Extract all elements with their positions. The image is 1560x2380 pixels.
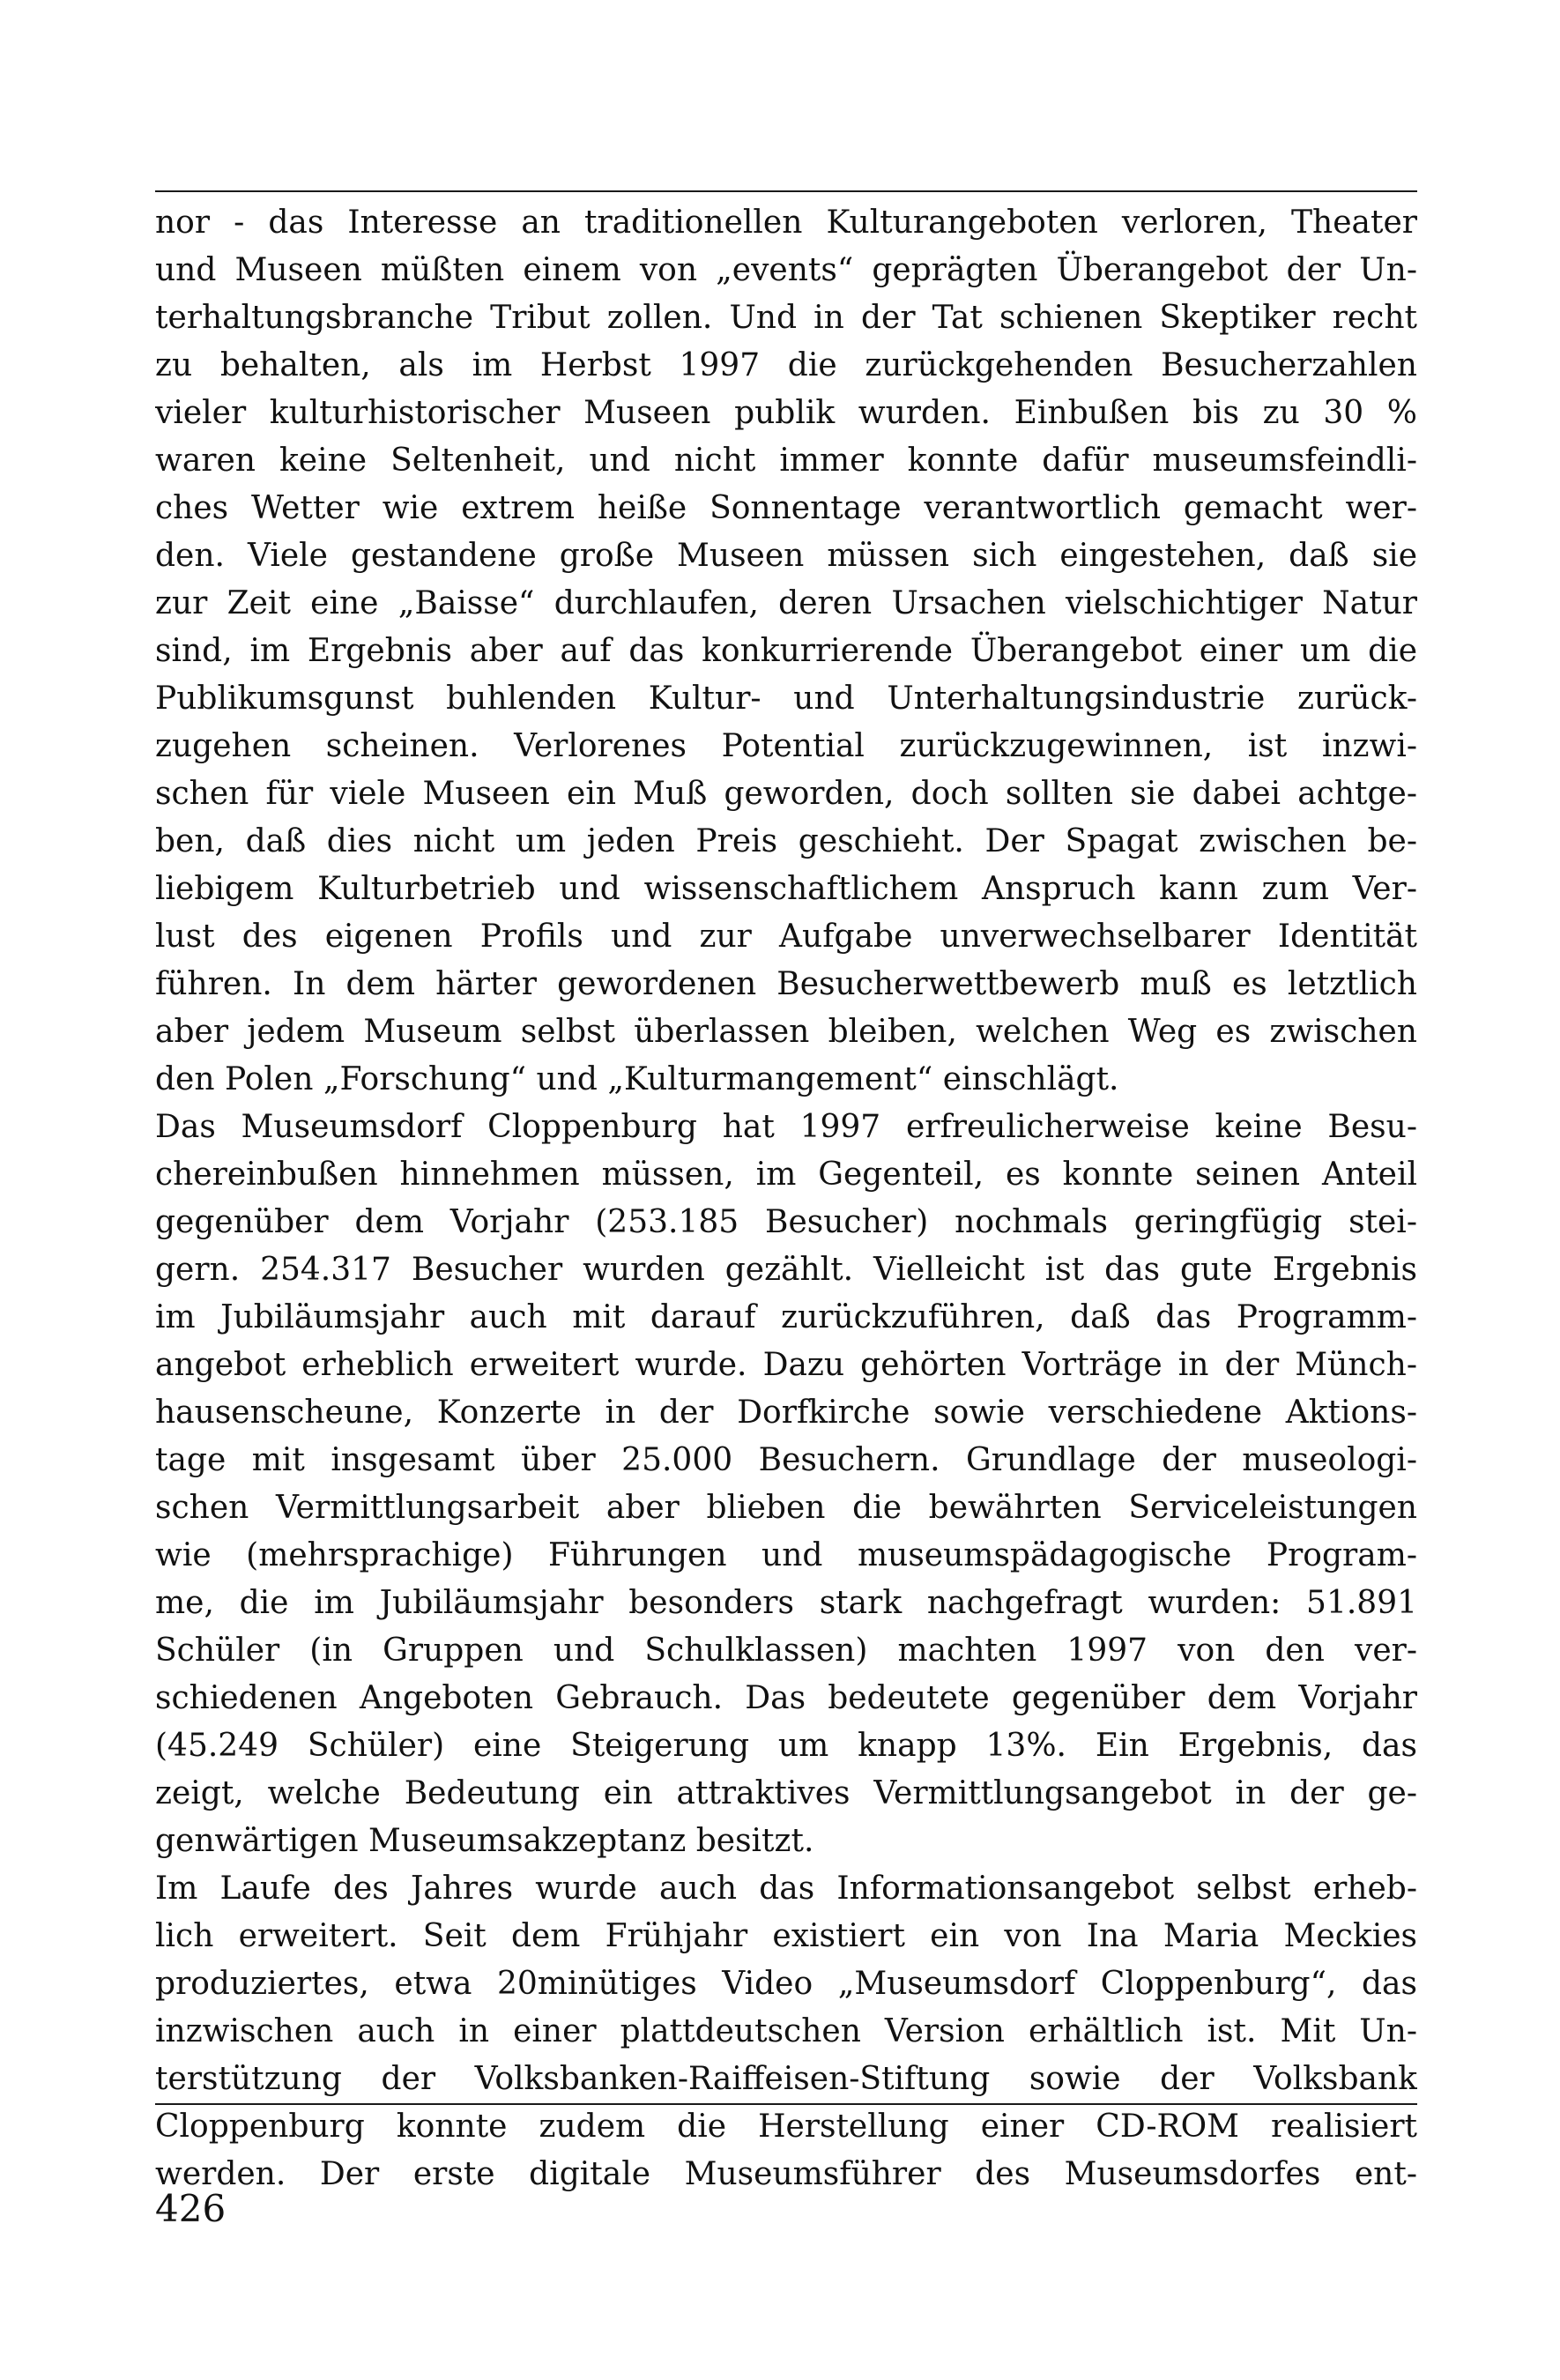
- text-line: tage mit insgesamt über 25.000 Besuchern. Grundlage der museologi-: [155, 1442, 1417, 1478]
- text-line: gern. 254.317 Besucher wurden gezählt. Vielleicht ist das gute Ergebnis: [155, 1252, 1417, 1288]
- text-line: produziertes, etwa 20minütiges Video „Museumsdorf Cloppenburg“, das: [155, 1966, 1417, 2002]
- text-line: liebigem Kulturbetrieb und wissenschaftlichem Anspruch kann zum Ver-: [155, 871, 1417, 907]
- text-line: genwärtigen Museumsakzeptanz besitzt.: [155, 1823, 814, 1859]
- text-line: gegenüber dem Vorjahr (253.185 Besucher) nochmals geringfügig stei-: [155, 1204, 1417, 1240]
- text-line: ches Wetter wie extrem heiße Sonnentage verantwortlich gemacht wer-: [155, 490, 1417, 526]
- text-line: chereinbußen hinnehmen müssen, im Gegenteil, es konnte seinen Anteil: [155, 1157, 1417, 1193]
- text-line: und Museen müßten einem von „events“ geprägten Überangebot der Un-: [155, 252, 1417, 288]
- top-rule: [155, 190, 1417, 192]
- text-line: zur Zeit eine „Baisse“ durchlaufen, deren Ursachen vielschichtiger Natur: [155, 585, 1417, 621]
- text-line: den. Viele gestandene große Museen müssen sich eingestehen, daß sie: [155, 538, 1417, 574]
- text-line: Schüler (in Gruppen und Schulklassen) machten 1997 von den ver-: [155, 1633, 1417, 1669]
- text-line: ben, daß dies nicht um jeden Preis geschieht. Der Spagat zwischen be-: [155, 823, 1417, 859]
- text-line: terstützung der Volksbanken-Raiffeisen-Stiftung sowie der Volksbank: [155, 2061, 1417, 2097]
- text-line: inzwischen auch in einer plattdeutschen Version erhältlich ist. Mit Un-: [155, 2013, 1417, 2049]
- text-line: wie (mehrsprachige) Führungen und museumspädagogische Program-: [155, 1537, 1417, 1573]
- text-line: zugehen scheinen. Verlorenes Potential zurückzugewinnen, ist inzwi-: [155, 728, 1417, 764]
- text-line: lich erweitert. Seit dem Frühjahr existiert ein von Ina Maria Meckies: [155, 1918, 1417, 1954]
- text-line: führen. In dem härter gewordenen Besucherwettbewerb muß es letztlich: [155, 966, 1417, 1002]
- text-line: sind, im Ergebnis aber auf das konkurrierende Überangebot einer um die: [155, 633, 1417, 669]
- text-line: im Jubiläumsjahr auch mit darauf zurückzuführen, daß das Programm-: [155, 1299, 1417, 1335]
- text-line: schiedenen Angeboten Gebrauch. Das bedeutete gegenüber dem Vorjahr: [155, 1680, 1417, 1716]
- text-line: Das Museumsdorf Cloppenburg hat 1997 erfreulicherweise keine Besu-: [155, 1109, 1417, 1145]
- text-line: zu behalten, als im Herbst 1997 die zurückgehenden Besucherzahlen: [155, 347, 1417, 383]
- text-line: nor - das Interesse an traditionellen Kulturangeboten verloren, Theater: [155, 205, 1417, 241]
- text-line: waren keine Seltenheit, und nicht immer konnte dafür museumsfeindli-: [155, 443, 1417, 479]
- text-line: Im Laufe des Jahres wurde auch das Informationsangebot selbst erheb-: [155, 1871, 1417, 1907]
- text-line: zeigt, welche Bedeutung ein attraktives Vermittlungsangebot in der ge-: [155, 1775, 1417, 1811]
- text-line: den Polen „Forschung“ und „Kulturmangement“ einschlägt.: [155, 1061, 1119, 1097]
- body-text: [155, 199, 1417, 2198]
- text-line: aber jedem Museum selbst überlassen bleiben, welchen Weg es zwischen: [155, 1014, 1417, 1050]
- text-line: werden. Der erste digitale Museumsführer des Museumsdorfes ent-: [155, 2156, 1417, 2192]
- text-line: angebot erheblich erweitert wurde. Dazu gehörten Vorträge in der Münch-: [155, 1347, 1417, 1383]
- text-line: (45.249 Schüler) eine Steigerung um knapp 13%. Ein Ergebnis, das: [155, 1728, 1417, 1764]
- bottom-rule: [155, 2103, 1417, 2105]
- text-line: Cloppenburg konnte zudem die Herstellung einer CD-ROM realisiert: [155, 2109, 1417, 2145]
- text-line: me, die im Jubiläumsjahr besonders stark nachgefragt wurden: 51.891: [155, 1585, 1417, 1621]
- text-line: hausenscheune, Konzerte in der Dorfkirche sowie verschiedene Aktions-: [155, 1395, 1417, 1431]
- text-line: vieler kulturhistorischer Museen publik wurden. Einbußen bis zu 30 %: [155, 395, 1417, 431]
- page-number: 426: [155, 2187, 227, 2230]
- text-line: schen Vermittlungsarbeit aber blieben die bewährten Serviceleistungen: [155, 1490, 1417, 1526]
- text-line: lust des eigenen Profils und zur Aufgabe unverwechselbarer Identität: [155, 919, 1417, 955]
- text-line: terhaltungsbranche Tribut zollen. Und in der Tat schienen Skeptiker recht: [155, 300, 1417, 336]
- text-line: schen für viele Museen ein Muß geworden, doch sollten sie dabei achtge-: [155, 776, 1417, 812]
- text-line: Publikumsgunst buhlenden Kultur- und Unterhaltungsindustrie zurück-: [155, 681, 1417, 717]
